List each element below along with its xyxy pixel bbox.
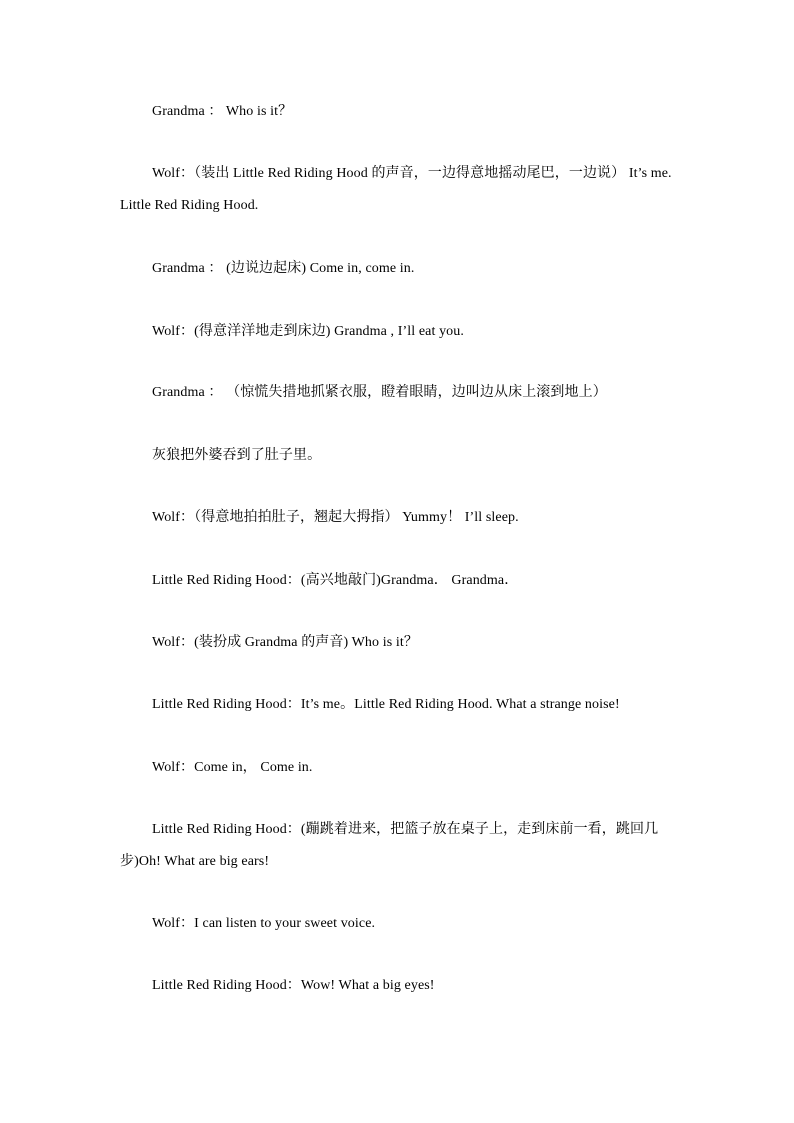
- dialogue-line-wolf-eat: Wolf：(得意洋洋地走到床边) Grandma , I’ll eat you.: [152, 324, 464, 339]
- dialogue-line-red-eyes: Little Red Riding Hood：Wow! What a big eyes!: [152, 978, 435, 993]
- dialogue-line-wolf-yummy: Wolf：（得意地拍拍肚子，翘起大拇指） Yummy！ I’ll sleep.: [152, 510, 519, 525]
- dialogue-line-grandma-panic: Grandma ： （惊慌失措地抓紧衣服，瞪着眼睛，边叫边从床上滚到地上）: [152, 385, 607, 400]
- dialogue-line-wolf-listen: Wolf：I can listen to your sweet voice.: [152, 916, 376, 931]
- dialogue-line-wolf-imitates: Wolf：（装出 Little Red Riding Hood 的声音，一边得意地摇动尾巴，一边说） It’s me. Little Red Riding Hood.: [120, 166, 672, 213]
- dialogue-line-grandma-come-in: Grandma ： (边说边起床) Come in, come in.: [152, 261, 415, 276]
- dialogue-line-wolf-who: Wolf：(装扮成 Grandma 的声音) Who is it？: [152, 635, 418, 650]
- narration-line: 灰狼把外婆吞到了肚子里。: [152, 448, 322, 463]
- dialogue-line-red-its-me: Little Red Riding Hood：It’s me。Little Red Riding Hood. What a strange noise!: [152, 697, 620, 712]
- dialogue-line-red-ears: Little Red Riding Hood：(蹦跳着进来，把篮子放在桌子上，走到床前一看，跳回几步)Oh! What are big ears!: [120, 822, 659, 869]
- dialogue-line-red-knocks: Little Red Riding Hood：(高兴地敲门)Grandma． Grandma．: [152, 573, 519, 588]
- dialogue-line-grandma-who: Grandma ： Who is it？: [152, 104, 293, 119]
- dialogue-line-wolf-come-in: Wolf：Come in， Come in.: [152, 760, 313, 775]
